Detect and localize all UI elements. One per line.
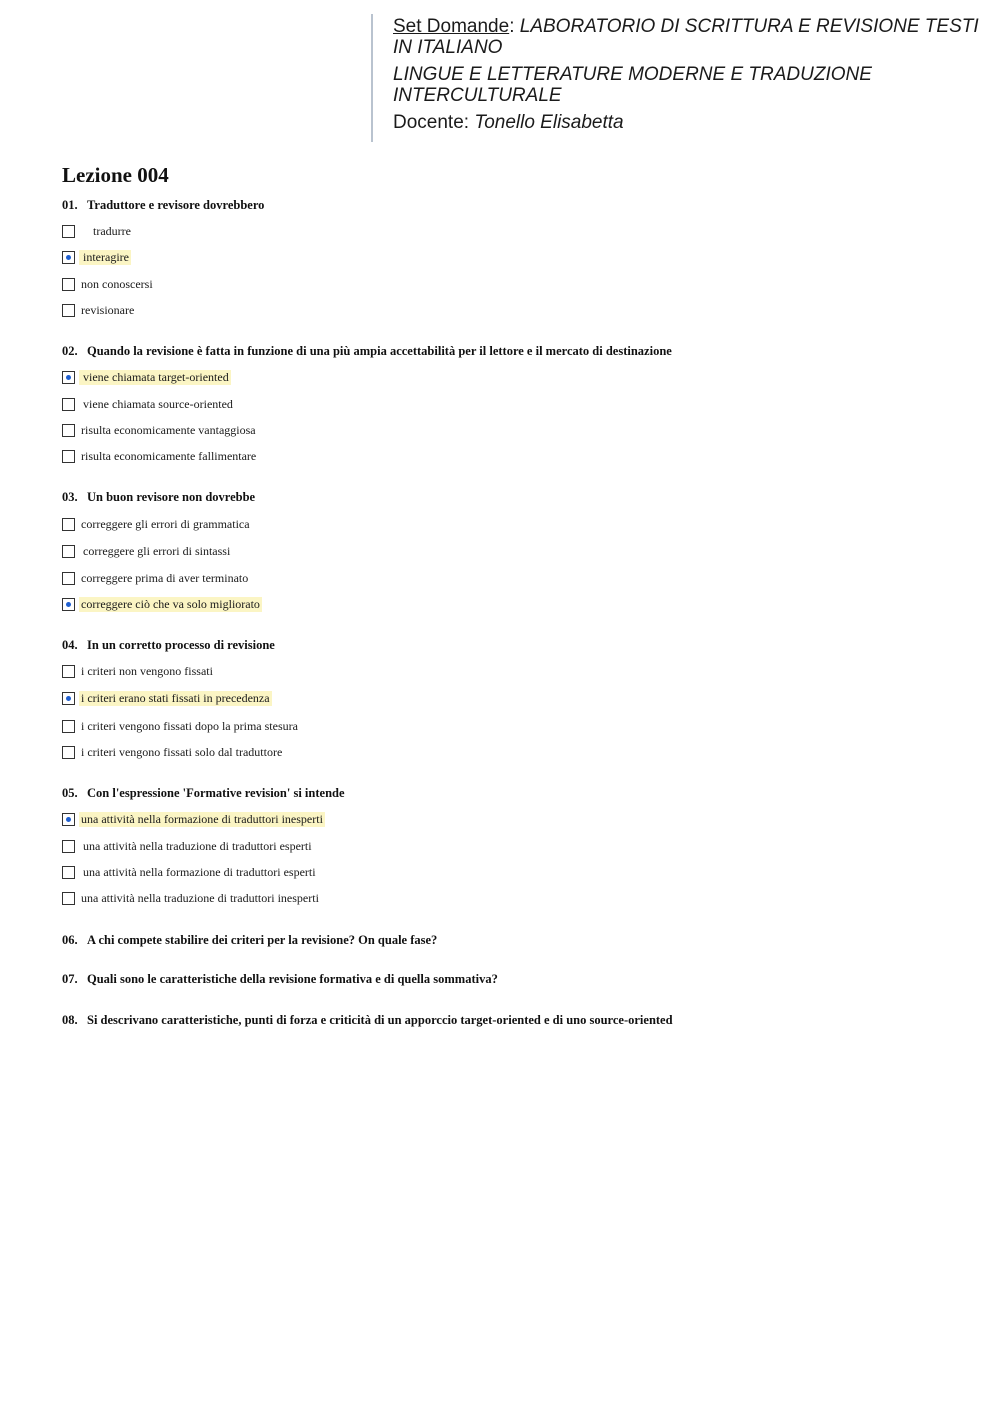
question-02 <box>62 344 672 359</box>
option-label: correggere gli errori di sintassi <box>83 543 231 558</box>
checkbox-icon[interactable] <box>62 278 75 291</box>
option-label: risulta economicamente fallimentare <box>81 448 257 463</box>
checked-checkbox-icon[interactable] <box>62 371 75 384</box>
option-q04-c[interactable] <box>62 718 300 734</box>
question-number: 08. <box>62 1013 78 1027</box>
checkbox-icon[interactable] <box>62 840 75 853</box>
question-number: 02. <box>62 344 78 358</box>
option-q05-a[interactable] <box>62 811 325 827</box>
checkbox-icon[interactable] <box>62 572 75 585</box>
checked-checkbox-icon[interactable] <box>62 813 75 826</box>
checked-checkbox-icon[interactable] <box>62 598 75 611</box>
set-label: Set Domande <box>393 16 510 37</box>
option-label: interagire <box>79 250 131 265</box>
set-row <box>393 16 1000 58</box>
option-q03-a[interactable] <box>62 516 252 532</box>
checkbox-icon[interactable] <box>62 545 75 558</box>
option-q01-b[interactable] <box>62 249 131 265</box>
degree-title: LINGUE E LETTERATURE MODERNE E TRADUZIONE INTERCULTURALE <box>393 64 872 106</box>
option-label: una attività nella traduzione di traduttori inesperti <box>81 890 319 905</box>
set-title: LABORATORIO DI SCRITTURA E REVISIONE TESTI IN ITALIANO <box>393 16 979 58</box>
option-q03-c[interactable] <box>62 570 250 586</box>
option-label: risulta economicamente vantaggiosa <box>81 422 256 437</box>
option-q02-d[interactable] <box>62 448 258 464</box>
checked-checkbox-icon[interactable] <box>62 251 75 264</box>
checkbox-icon[interactable] <box>62 665 75 678</box>
question-text: Quando la revisione è fatta in funzione di una più ampia accettabilità per il lettore e il mercato di destinazione <box>87 344 672 358</box>
question-text: Con l'espressione 'Formative revision' si intende <box>87 786 345 800</box>
option-q05-d[interactable] <box>62 890 321 906</box>
question-text: Un buon revisore non dovrebbe <box>87 490 256 504</box>
option-label: i criteri vengono fissati solo dal traduttore <box>81 744 283 759</box>
option-label: correggere prima di aver terminato <box>81 570 249 585</box>
option-label: una attività nella traduzione di traduttori esperti <box>83 838 312 853</box>
option-q02-a[interactable] <box>62 369 231 385</box>
option-q05-c[interactable] <box>62 864 318 880</box>
option-q01-c[interactable] <box>62 276 155 292</box>
checkbox-icon[interactable] <box>62 518 75 531</box>
option-q04-b[interactable] <box>62 690 272 706</box>
question-08 <box>62 1013 673 1028</box>
checkbox-icon[interactable] <box>62 892 75 905</box>
option-label: una attività nella formazione di traduttori inesperti <box>81 811 323 826</box>
lesson-title: Lezione 004 <box>62 163 169 187</box>
option-q01-a[interactable] <box>62 223 133 239</box>
checkbox-icon[interactable] <box>62 424 75 437</box>
checkbox-icon[interactable] <box>62 398 75 411</box>
option-label: correggere ciò che va solo migliorato <box>81 596 260 611</box>
checkbox-icon[interactable] <box>62 720 75 733</box>
question-05 <box>62 786 345 801</box>
option-label: viene chiamata source-oriented <box>83 396 233 411</box>
option-q04-d[interactable] <box>62 744 284 760</box>
option-label: i criteri erano stati fissati in precedenza <box>81 690 270 705</box>
question-text: In un corretto processo di revisione <box>87 638 275 652</box>
option-label: revisionare <box>81 302 135 317</box>
set-separator: : <box>509 16 515 37</box>
option-q03-d[interactable] <box>62 596 262 612</box>
question-number: 06. <box>62 933 78 947</box>
question-number: 05. <box>62 786 78 800</box>
question-text: A chi compete stabilire dei criteri per la revisione? On quale fase? <box>87 933 438 947</box>
checkbox-icon[interactable] <box>62 450 75 463</box>
option-q03-b[interactable] <box>62 543 232 559</box>
option-label: correggere gli errori di grammatica <box>81 516 250 531</box>
option-label: tradurre <box>93 223 131 238</box>
option-label: i criteri non vengono fissati <box>81 663 213 678</box>
question-01 <box>62 198 264 213</box>
docente-row <box>393 112 1000 133</box>
question-number: 07. <box>62 972 78 986</box>
option-q02-c[interactable] <box>62 422 258 438</box>
option-label: viene chiamata target-oriented <box>79 370 231 385</box>
question-04 <box>62 638 275 653</box>
question-number: 04. <box>62 638 78 652</box>
question-number: 03. <box>62 490 78 504</box>
checkbox-icon[interactable] <box>62 746 75 759</box>
checkbox-icon[interactable] <box>62 304 75 317</box>
option-q04-a[interactable] <box>62 663 215 679</box>
option-label: una attività nella formazione di traduttori esperti <box>83 864 316 879</box>
checked-checkbox-icon[interactable] <box>62 692 75 705</box>
question-06 <box>62 933 437 948</box>
option-label: non conoscersi <box>81 276 153 291</box>
docente-name: Tonello Elisabetta <box>474 112 624 133</box>
question-number: 01. <box>62 198 78 212</box>
question-text: Traduttore e revisore dovrebbero <box>87 198 265 212</box>
question-07 <box>62 972 498 987</box>
checkbox-icon[interactable] <box>62 866 75 879</box>
document-header <box>371 14 1000 142</box>
option-q02-b[interactable] <box>62 396 235 412</box>
checkbox-icon[interactable] <box>62 225 75 238</box>
docente-label: Docente: <box>393 112 470 133</box>
question-03 <box>62 490 255 505</box>
option-q05-b[interactable] <box>62 838 314 854</box>
question-text: Si descrivano caratteristiche, punti di forza e criticità di un apporccio target-oriented e di uno source-oriented <box>87 1013 673 1027</box>
option-q01-d[interactable] <box>62 302 136 318</box>
question-text: Quali sono le caratteristiche della revisione formativa e di quella sommativa? <box>87 972 498 986</box>
option-label: i criteri vengono fissati dopo la prima stesura <box>81 718 298 733</box>
